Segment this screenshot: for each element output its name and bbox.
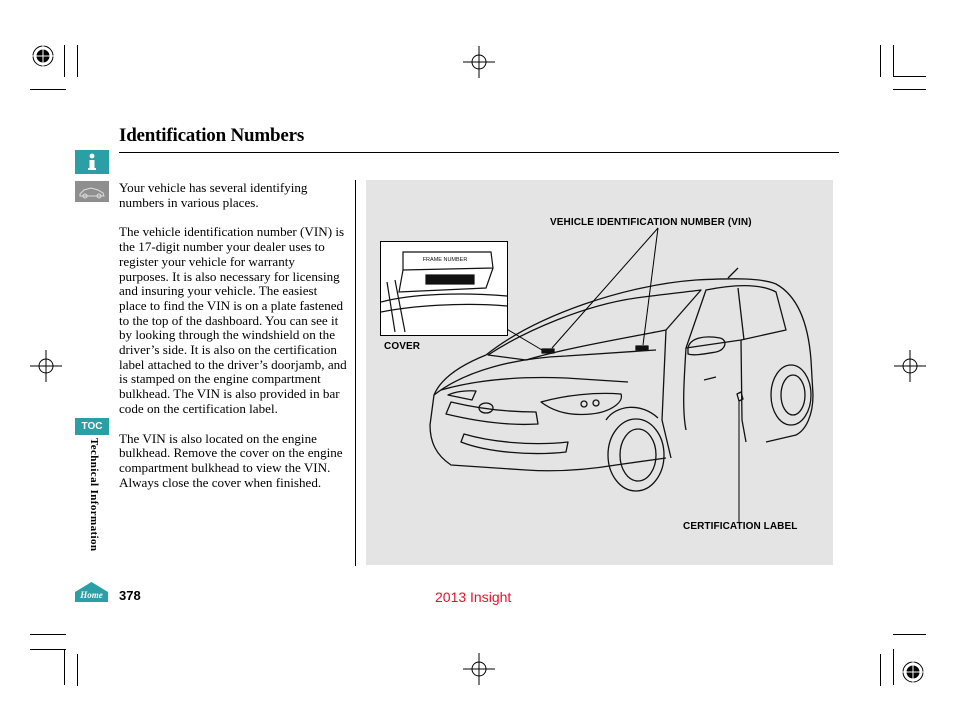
certification-label: CERTIFICATION LABEL bbox=[683, 521, 798, 532]
paragraph-intro: Your vehicle has several identifying numbers in various places. bbox=[119, 180, 308, 210]
cover-inset bbox=[380, 241, 508, 336]
inset-illustration bbox=[381, 242, 507, 335]
title-divider bbox=[119, 152, 839, 153]
column-divider bbox=[355, 180, 356, 566]
car-glyph bbox=[75, 181, 109, 202]
inset-caption: FRAME NUMBER bbox=[422, 257, 468, 263]
toc-button[interactable]: TOC bbox=[75, 418, 109, 435]
info-icon[interactable] bbox=[75, 150, 109, 174]
section-label: Technical Information bbox=[88, 438, 100, 552]
page-title: Identification Numbers bbox=[119, 125, 305, 146]
car-icon[interactable] bbox=[75, 181, 109, 202]
page-number: 378 bbox=[119, 588, 141, 603]
paragraph-vin: The vehicle identification number (VIN) is the 17-digit number your dealer uses to register your vehicle for warranty purposes. It is also necessary for licensing and insuring your vehicle. The easiest place to find the VIN is on a plate fastened to the top of the dashboard. You can see it by looking through the windshield on the driver’s side. It is also on the certification label attached to the driver’s doorjamb, and is stamped on the engine compartment bulkhead. The VIN is also provided in bar code on the certification label. bbox=[119, 224, 347, 416]
home-label: Home bbox=[80, 590, 103, 600]
home-button[interactable] bbox=[74, 581, 109, 603]
vin-location-figure bbox=[366, 180, 833, 565]
body-text bbox=[119, 181, 347, 505]
info-glyph bbox=[75, 150, 109, 174]
vin-label: VEHICLE IDENTIFICATION NUMBER (VIN) bbox=[550, 217, 752, 228]
car-illustration bbox=[366, 180, 833, 565]
home-icon bbox=[74, 581, 109, 603]
cover-label: COVER bbox=[384, 341, 421, 352]
paragraph-bulkhead: The VIN is also located on the engine bulkhead. Remove the cover on the engine compartment bulkhead to view the VIN. Always close the cover when finished. bbox=[119, 430, 343, 490]
footer-model[interactable]: 2013 Insight bbox=[435, 589, 512, 605]
